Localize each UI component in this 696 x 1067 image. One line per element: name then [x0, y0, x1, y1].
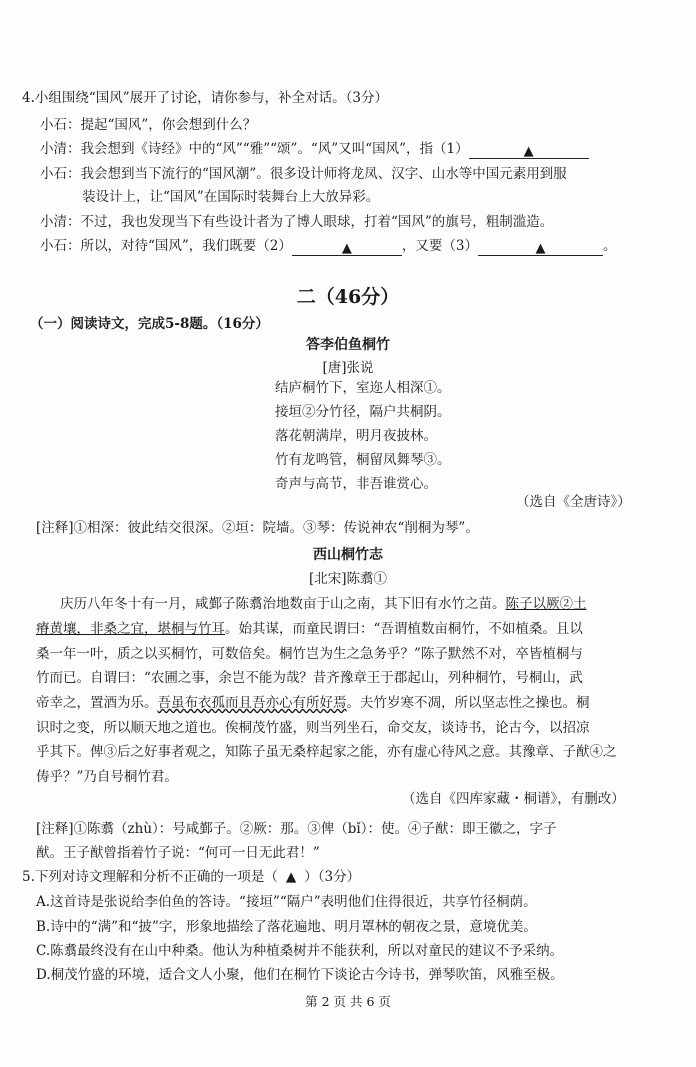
prose-text: 庆历八年冬十有一月，咸鄞子陈翥治地数亩于山之南，其下旧有水竹之苗。	[60, 596, 506, 612]
dialog-line-3: 小石：我会想到当下流行的“国风潮”。很多设计师将龙凤、汉字、山水等中国元素用到服	[40, 166, 567, 182]
answer-marker[interactable]: ▲	[285, 869, 297, 885]
dialog-line-2-text: 小清：我会想到《诗经》中的“风”“雅”“颂”。“风”又叫“国风”，指（1）	[40, 141, 469, 157]
answer-blank-2[interactable]	[292, 238, 402, 256]
option-d: D.桐茂竹盛的环境，适合文人小聚，他们在桐竹下谈论古今诗书，弹琴吹笛，风雅至极。	[36, 967, 564, 983]
prose-text: 帝幸之，置酒为乐。	[36, 695, 158, 711]
prose-author: [北宋]陈翥①	[308, 571, 388, 587]
dialog-line-5-end: 。	[603, 238, 617, 254]
blank-marker: ▲	[341, 241, 352, 256]
poem-line: 结庐桐竹下，室迩人相深①。	[275, 380, 451, 396]
option-c: C.陈翥最终没有在山中种桑。他认为种植桑树并不能获利，所以对童民的建议不予采纳。	[36, 943, 564, 959]
wavy-underlined-sentence: 吾虽布衣孤而且吾亦心有所好焉	[157, 695, 347, 711]
dialog-line-5-mid: ，又要（3）	[401, 238, 478, 254]
q5-stem-text: 5.下列对诗文理解和分析不正确的一项是（	[22, 869, 278, 885]
option-b: B.诗中的“满”和“披”字，形象地描绘了落花遍地、明月罩林的朝夜之景，意境优美。	[36, 919, 537, 935]
prose-line: 竹而已。自谓曰：“农圃之事，余岂不能为哉？昔齐豫章王于郡起山，列种桐竹，号桐山，武	[36, 670, 583, 686]
page-footer: 第 2 页 共 6 页	[305, 994, 391, 1009]
dialog-line-5-text: 小石：所以，对待“国风”，我们既要（2）	[40, 238, 292, 254]
prose-line: 识时之变，所以顺天地之道也。俟桐茂竹盛，则当列坐石，命交友，谈诗书，论古今，以招凉	[36, 720, 590, 736]
poem-line: 落花朝满岸，明月夜披林。	[275, 428, 437, 444]
poem-line: 接垣②分竹径，隔户共桐阴。	[275, 404, 451, 420]
prose-note-cont: 猷。王子猷曾指着竹子说：“何可一日无此君！”	[36, 845, 320, 861]
underlined-sentence: 瘠黄壤，非桑之宜，堪桐与竹耳	[36, 621, 225, 637]
underlined-sentence: 陈子以厥②土	[505, 596, 587, 612]
prose-line	[36, 693, 590, 713]
blank-marker: ▲	[535, 241, 546, 256]
poem-source: （选自《全唐诗》）	[516, 494, 631, 510]
prose-title: 西山桐竹志	[313, 547, 383, 563]
q4-stem: 4.小组围绕“国风”展开了讨论，请你参与，补全对话。（3分）	[22, 90, 389, 106]
dialog-line-2	[40, 139, 589, 159]
prose-line	[36, 619, 583, 639]
answer-blank-3[interactable]	[478, 238, 603, 256]
dialog-line-4: 小清：不过，我也发现当下有些设计者为了博人眼球，打着“国风”的旗号，粗制滥造。	[40, 214, 554, 230]
prose-line: 桑一年一叶，质之以买桐竹，可数倍矣。桐竹岂为生之急务乎？”陈子默然不对，卒皆植桐与	[36, 646, 583, 662]
prose-line: 乎其下。俾③后之好事者观之，知陈子虽无桑梓起家之能，亦有虚心待风之意。其豫章、子猷④之	[36, 744, 617, 760]
prose-note: [注释]①陈翥（zhù）：号咸鄞子。②厥：那。③俾（bǐ）：使。④子猷：即王徽之，字子	[36, 821, 557, 837]
part-heading: （一）阅读诗文，完成5-8题。（16分）	[30, 316, 269, 332]
poem-note: [注释]①相深：彼此结交很深。②垣：院墙。③琴：传说神农“削桐为琴”。	[36, 520, 479, 536]
prose-line	[60, 594, 587, 614]
prose-source: （选自《四库家藏・桐谱》，有删改）	[402, 791, 625, 807]
option-a: A.这首诗是张说给李伯鱼的答诗。“接垣”“隔户”表明他们住得很近，共享竹径桐荫。	[36, 894, 537, 910]
blank-marker: ▲	[523, 144, 534, 159]
dialog-line-5	[40, 236, 617, 256]
poem-line: 奇声与高节，非吾谁赏心。	[275, 476, 437, 492]
dialog-line-1: 小石：提起“国风”，你会想到什么？	[40, 117, 257, 133]
poem-author: [唐]张说	[322, 360, 374, 376]
prose-text: 。夫竹岁寒不凋，所以坚志性之操也。桐	[346, 695, 590, 711]
prose-line: 俦乎？”乃自号桐竹君。	[36, 769, 178, 785]
poem-line: 竹有龙鸣管，桐留凤舞琴③。	[275, 452, 451, 468]
poem-title: 答李伯鱼桐竹	[306, 337, 390, 353]
answer-blank-1[interactable]	[469, 141, 589, 159]
q5-stem	[22, 867, 360, 887]
prose-text: 。始其谋，而童民谓曰：“吾谓植数亩桐竹，不如植桑。且以	[225, 621, 583, 637]
q5-stem-score: ）（3分）	[304, 869, 361, 885]
section-title: 二（46分）	[296, 286, 400, 308]
dialog-line-3-cont: 装设计上，让“国风”在国际时装舞台上大放异彩。	[82, 189, 380, 205]
